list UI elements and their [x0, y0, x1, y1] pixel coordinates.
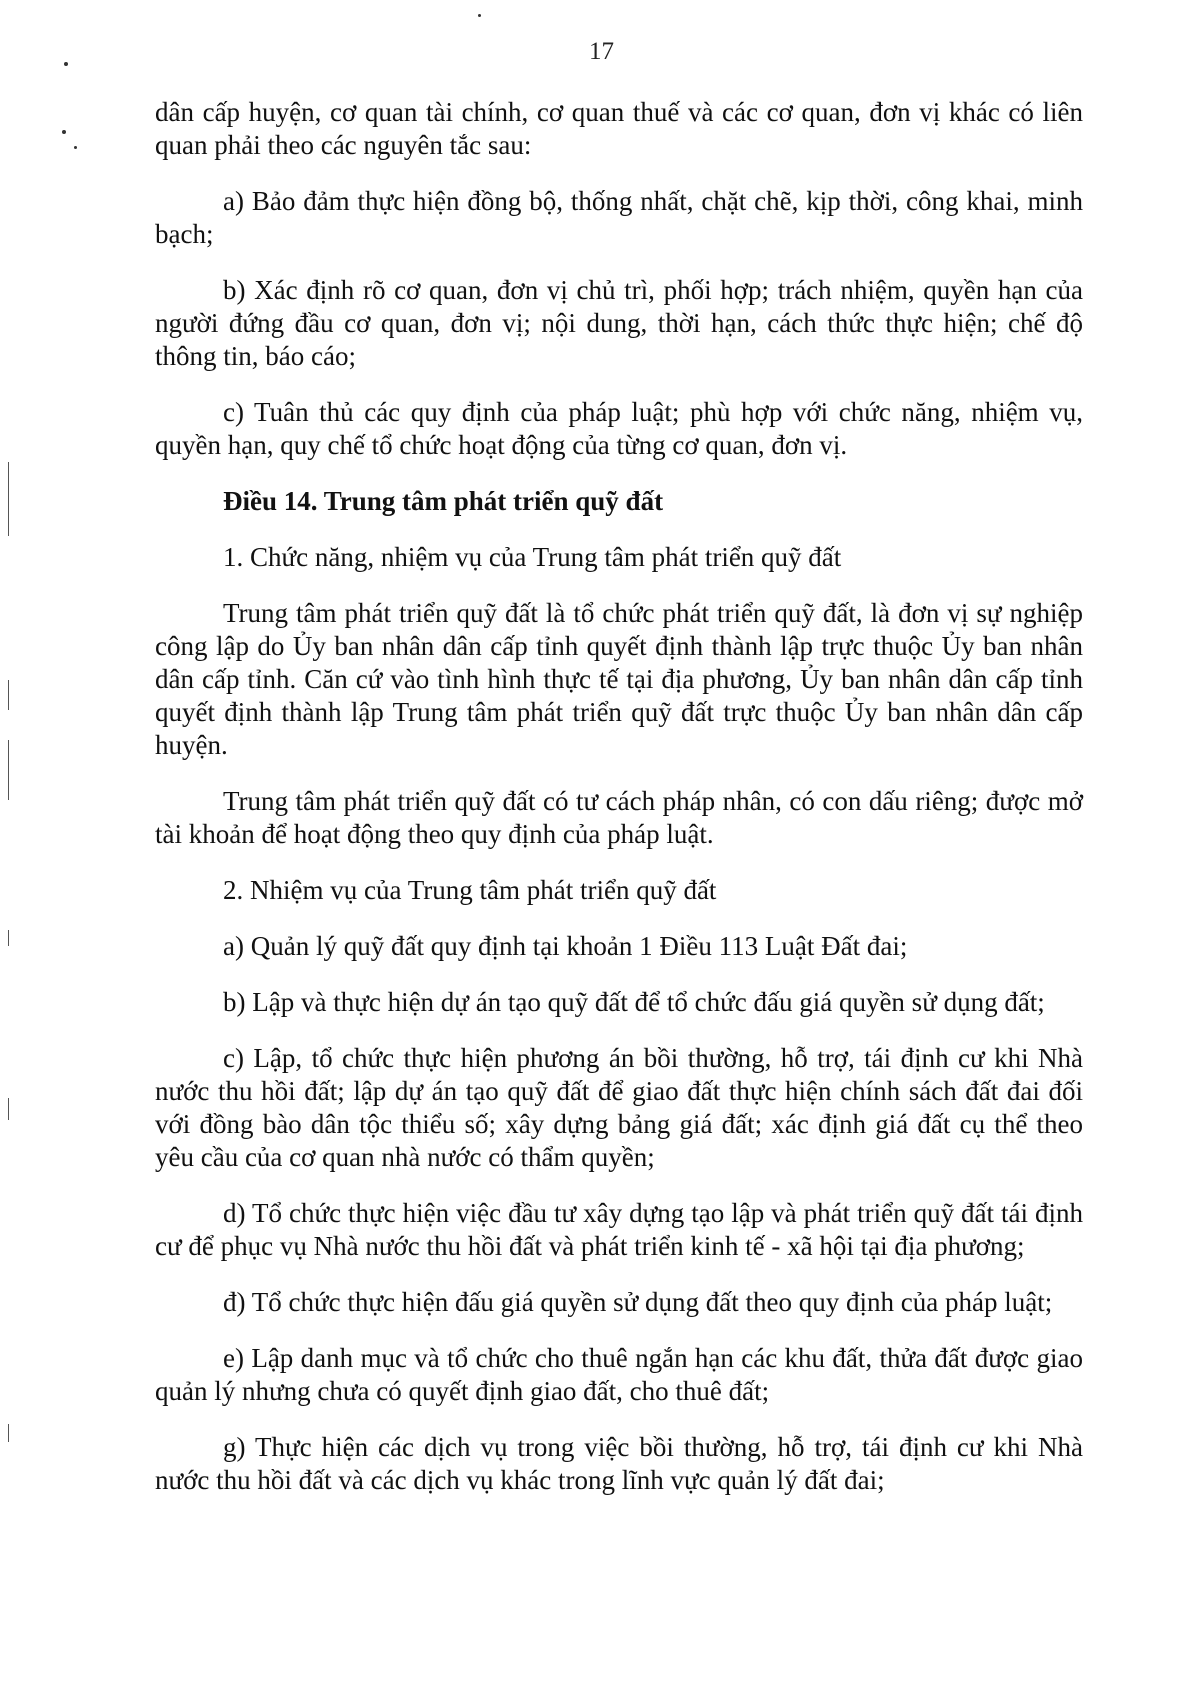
duty-c: c) Lập, tổ chức thực hiện phương án bồi thường, hỗ trợ, tái định cư khi Nhà nước thu hồi đất; lập dự án tạo quỹ đất để giao đất thực hiện chính sách đất đai đối với đồng bào dân tộc thiểu số; xây dựng bảng giá đất; xác định giá đất cụ thể theo yêu cầu của cơ quan nhà nước có thẩm quyền; [155, 1043, 1083, 1172]
duty-a: a) Quản lý quỹ đất quy định tại khoản 1 Điều 113 Luật Đất đai; [223, 931, 908, 961]
principle-c: c) Tuân thủ các quy định của pháp luật; phù hợp với chức năng, nhiệm vụ, quyền hạn, quy chế tổ chức hoạt động của từng cơ quan, đơn vị. [155, 397, 1083, 460]
section-1-paragraph-2: Trung tâm phát triển quỹ đất có tư cách pháp nhân, có con dấu riêng; được mở tài khoản để hoạt động theo quy định của pháp luật. [155, 786, 1083, 849]
section-1-title: 1. Chức năng, nhiệm vụ của Trung tâm phát triển quỹ đất [223, 542, 842, 572]
scan-margin-line [8, 462, 9, 536]
scan-margin-line [8, 740, 9, 800]
principle-b: b) Xác định rõ cơ quan, đơn vị chủ trì, phối hợp; trách nhiệm, quyền hạn của người đứng đầu cơ quan, đơn vị; nội dung, thời hạn, cách thức thực hiện; chế độ thông tin, báo cáo; [155, 275, 1083, 371]
scan-speck [478, 14, 481, 17]
scan-margin-line [8, 1424, 9, 1442]
duty-g: g) Thực hiện các dịch vụ trong việc bồi thường, hỗ trợ, tái định cư khi Nhà nước thu hồi đất và các dịch vụ khác trong lĩnh vực quản lý đất đai; [155, 1432, 1083, 1495]
scan-margin-line [8, 680, 9, 710]
scan-margin-line [8, 930, 9, 946]
scan-speck [74, 146, 77, 149]
section-1-paragraph-1: Trung tâm phát triển quỹ đất là tổ chức phát triển quỹ đất, là đơn vị sự nghiệp công lập do Ủy ban nhân dân cấp tỉnh quyết định thành lập trực thuộc Ủy ban nhân dân cấp tỉnh. Căn cứ vào tình hình thực tế tại địa phương, Ủy ban nhân dân cấp tỉnh quyết định thành lập Trung tâm phát triển quỹ đất trực thuộc Ủy ban nhân dân cấp huyện. [155, 598, 1083, 760]
continuation-paragraph: dân cấp huyện, cơ quan tài chính, cơ quan thuế và các cơ quan, đơn vị khác có liên quan phải theo các nguyên tắc sau: [155, 97, 1083, 160]
section-2-title: 2. Nhiệm vụ của Trung tâm phát triển quỹ đất [223, 875, 717, 905]
scan-speck [64, 62, 68, 66]
scan-margin-line [8, 1098, 9, 1120]
document-body [155, 96, 1083, 1520]
duty-d: d) Tổ chức thực hiện việc đầu tư xây dựng tạo lập và phát triển quỹ đất tái định cư để phục vụ Nhà nước thu hồi đất và phát triển kinh tế - xã hội tại địa phương; [155, 1198, 1083, 1261]
duty-e: e) Lập danh mục và tổ chức cho thuê ngắn hạn các khu đất, thửa đất được giao quản lý nhưng chưa có quyết định giao đất, cho thuê đất; [155, 1343, 1083, 1406]
duty-b: b) Lập và thực hiện dự án tạo quỹ đất để tổ chức đấu giá quyền sử dụng đất; [223, 987, 1045, 1017]
duty-dd: đ) Tổ chức thực hiện đấu giá quyền sử dụng đất theo quy định của pháp luật; [223, 1287, 1053, 1317]
article-14-heading: Điều 14. Trung tâm phát triển quỹ đất [223, 486, 664, 516]
page-number: 17 [589, 38, 614, 65]
principle-a: a) Bảo đảm thực hiện đồng bộ, thống nhất, chặt chẽ, kịp thời, công khai, minh bạch; [155, 186, 1083, 249]
scan-speck [62, 130, 66, 134]
